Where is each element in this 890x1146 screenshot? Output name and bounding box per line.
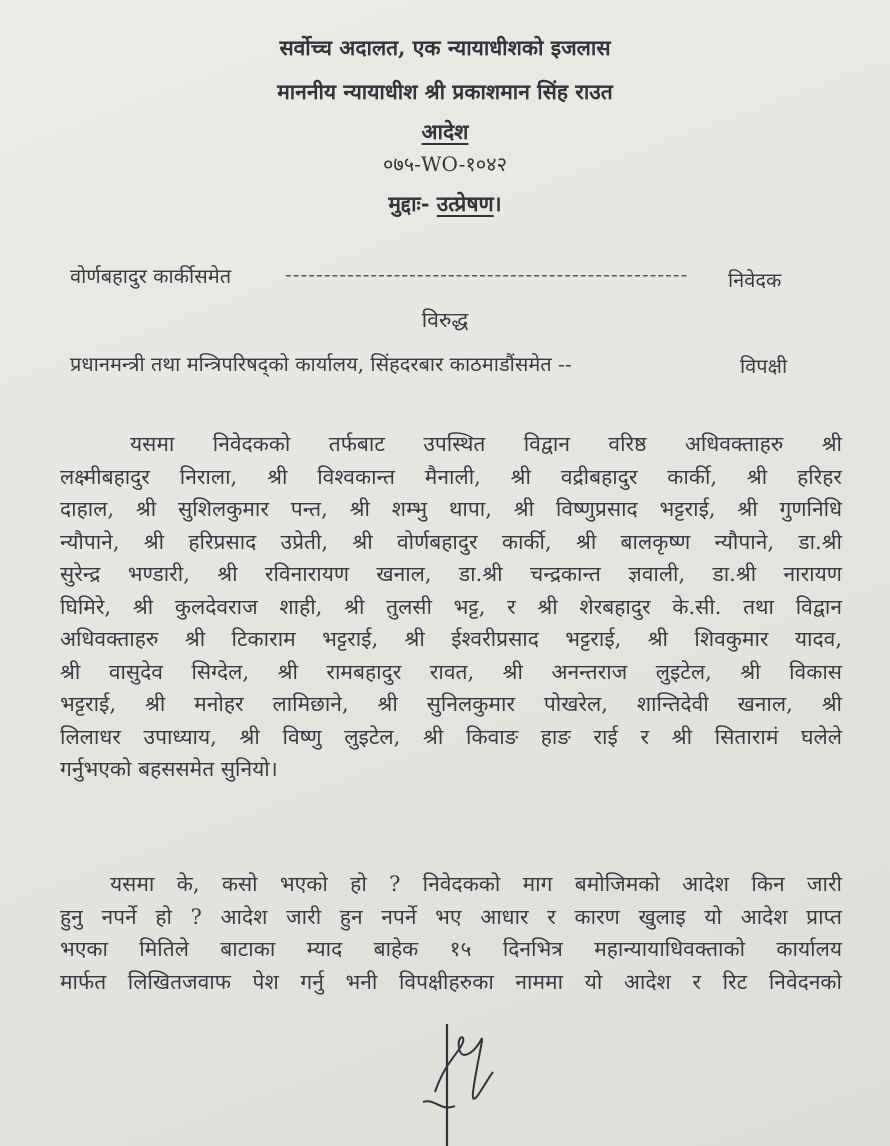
judge-signature-icon <box>415 1022 525 1146</box>
case-number: ०७५-WO-१०४२ <box>382 152 507 176</box>
petitioner-name: वोर्णबहादुर कार्कीसमेत <box>70 264 232 288</box>
para1-line: गर्नुभएको बहससमेत सुनियो। <box>60 757 278 781</box>
para1-line: भट्टराई, श्री मनोहर लामिछाने, श्री सुनिलकुमार पोखरेल, शान्तिदेवी खनाल, श्री <box>60 692 842 716</box>
para2-line: यसमा के, कसो भएको हो ? निवेदकको माग बमोजिमको आदेश किन जारी <box>110 872 842 896</box>
para1-line: घिमिरे, श्री कुलदेवराज शाही, श्री तुलसी भट्ट, र श्री शेरबहादुर के.सी. तथा विद्वान <box>60 594 842 619</box>
para2-line: भएका मितिले बाटाका म्याद बाहेक १५ दिनभित्र महान्यायाधिवक्ताको कार्यालय <box>60 937 842 961</box>
para1-line: लिलाधर उपाध्याय, श्री विष्णु लुइटेल, श्री किवाङ हाङ राई र श्री सितारामं घलेले <box>60 724 842 749</box>
para1-line: लक्ष्मीबहादुर निराला, श्री विश्वकान्त मैनाली, श्री वद्रीबहादुर कार्की, श्री हरिहर <box>60 464 842 489</box>
subject-end: । <box>493 191 502 216</box>
hearing-paragraph <box>60 428 842 786</box>
case-subject <box>0 190 890 218</box>
para1-line: यसमा निवेदकको तर्फबाट उपस्थित विद्वान वरिष्ठ अधिवक्ताहरु श्री <box>130 432 842 456</box>
respondent-role: विपक्षी <box>740 354 788 378</box>
para1-line: श्री वासुदेव सिग्देल, श्री रामबहादुर रावत, श्री अनन्तराज लुइटेल, श्री विकास <box>60 659 842 684</box>
para1-line: न्यौपाने, श्री हरिप्रसाद उप्रेती, श्री वोर्णबहादुर कार्की, श्री बालकृष्ण न्यौपाने, डा.श्री <box>60 529 842 554</box>
court-name: सर्वोच्च अदालत, एक न्यायाधीशको इजलास <box>279 35 611 60</box>
para2-line: हुनु नपर्ने हो ? आदेश जारी हुन नपर्ने भए आधार र कारण खुलाइ यो आदेश प्राप्त <box>60 904 842 929</box>
para2-line: मार्फत लिखितजवाफ पेश गर्नु भनी विपक्षीहरुका नाममा यो आदेश र रिट निवेदनको <box>60 969 842 994</box>
subject-value: उत्प्रेषण <box>436 191 494 216</box>
order-title-wrap <box>0 118 890 146</box>
order-title: आदेश <box>421 119 469 144</box>
para1-line: अधिवक्ताहरु श्री टिकाराम भट्टराई, श्री ईश्वरीप्रसाद भट्टराई, श्री शिवकुमार यादव, <box>60 627 842 651</box>
petitioner-role: निवेदक <box>728 268 782 292</box>
para1-line: सुरेन्द्र भण्डारी, श्री रविनारायण खनाल, डा.श्री चन्द्रकान्त ज्ञवाली, डा.श्री नारायण <box>60 562 842 586</box>
para1-line: दाहाल, श्री सुशिलकुमार पन्त, श्री शम्भु थापा, श्री विष्णुप्रसाद भट्टराई, श्री गुणनिधि <box>60 497 842 521</box>
judge-name: माननीय न्यायाधीश श्री प्रकाशमान सिंह राउत <box>277 79 613 104</box>
order-paragraph <box>60 868 842 998</box>
respondent-name: प्रधानमन्त्री तथा मन्त्रिपरिषद्को कार्यालय, सिंहदरबार काठमाडौंसमेत -- <box>70 352 572 376</box>
petitioner-dashes: ---------------------------------------------------- <box>285 262 689 286</box>
versus-label: विरुद्ध <box>421 308 469 332</box>
subject-label: मुद्दाः- <box>388 191 430 216</box>
